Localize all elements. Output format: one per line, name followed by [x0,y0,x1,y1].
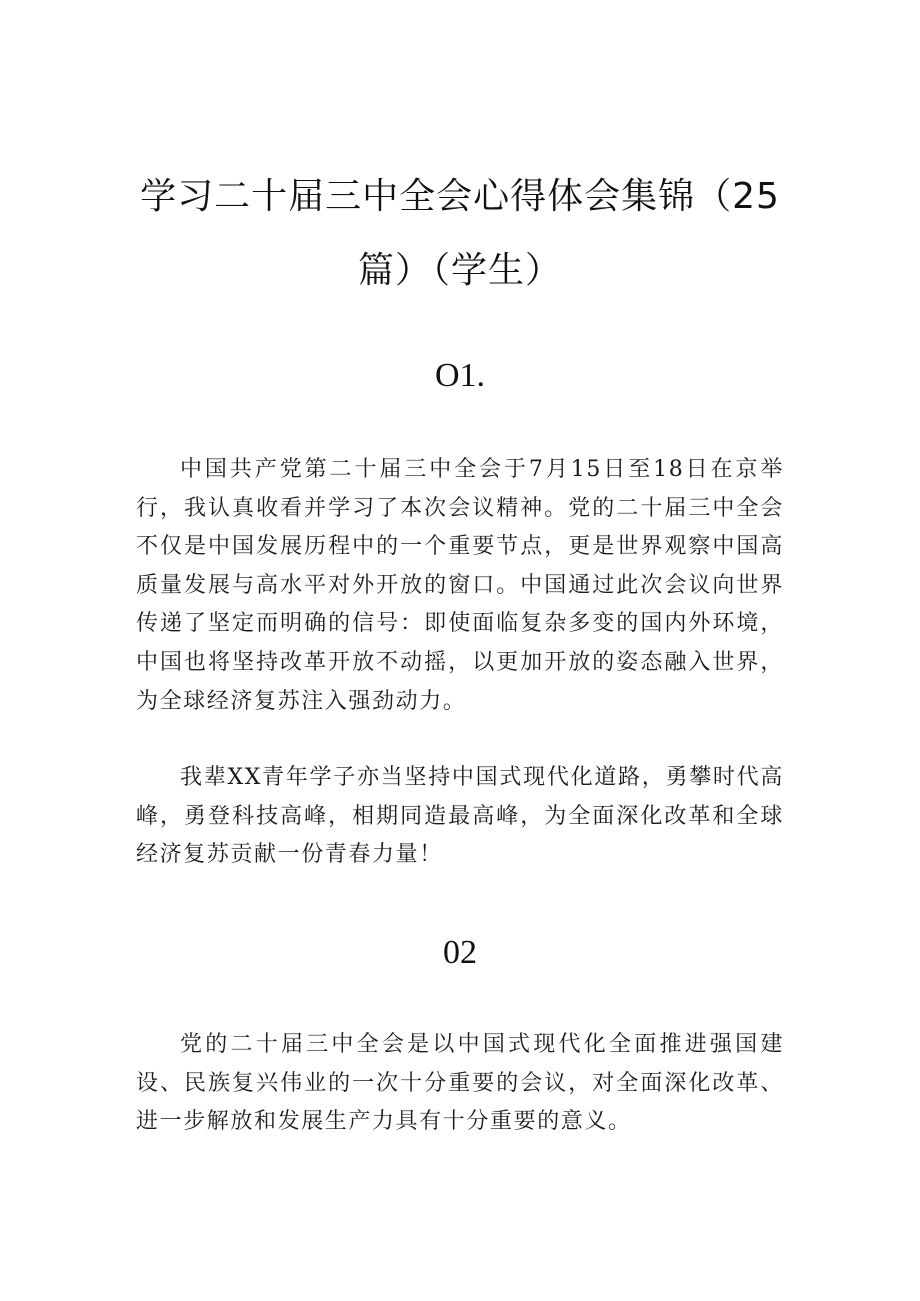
document-title-line-2: 篇）（学生） [357,250,562,291]
document-title-line-1: 学习二十届三中全会心得体会集锦（25 [140,176,780,217]
section-2-paragraph-1: 党的二十届三中全会是以中国式现代化全面推进强国建设、民族复兴伟业的一次十分重要的会议，对全面深化改革、进一步解放和发展生产力具有十分重要的意义。 [136,1032,784,1135]
section-number-2: 02 [443,934,477,971]
section-1-paragraph-1: 中国共产党第二十届三中全会于7月15日至18日在京举行，我认真收看并学习了本次会议精神。党的二十届三中全会不仅是中国发展历程中的一个重要节点，更是世界观察中国高质量发展与高水平对外开放的窗口。中国通过此次会议向世界传递了坚定而明确的信号：即使面临复杂多变的国内外环境，中国也将坚持改革开放不动摇，以更加开放的姿态融入世界，为全球经济复苏注入强劲动力。 [136,457,784,714]
section-number-1: O1. [434,357,486,394]
section-1-paragraph-2: 我辈XX青年学子亦当坚持中国式现代化道路，勇攀时代高峰，勇登科技高峰，相期同造最高峰，为全面深化改革和全球经济复苏贡献一份青春力量！ [136,765,784,868]
